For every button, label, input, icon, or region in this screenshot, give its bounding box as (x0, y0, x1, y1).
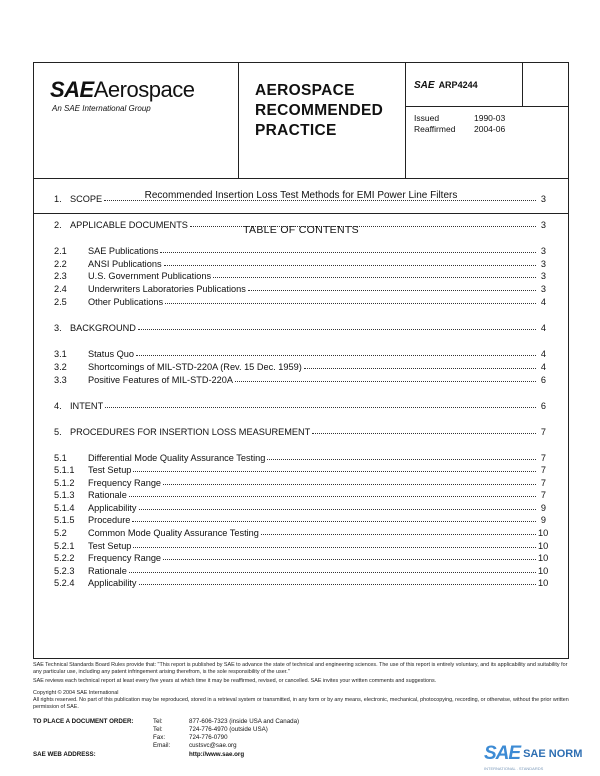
toc-page: 3 (540, 194, 546, 204)
doc-number-value: ARP4244 (438, 80, 478, 90)
toc-page: 4 (540, 297, 546, 307)
toc-number: 5.1.3 (54, 490, 75, 500)
toc-number: 5.2 (54, 528, 67, 538)
toc-entry[interactable] (54, 192, 546, 204)
header-divider-2 (405, 63, 406, 178)
toc-entry[interactable] (54, 360, 546, 372)
toc-page: 10 (538, 541, 549, 551)
document-title: Recommended Insertion Loss Test Methods for EMI Power Line Filters (144, 190, 458, 201)
order-label: TO PLACE A DOCUMENT ORDER: (33, 718, 134, 725)
toc-entry[interactable] (54, 282, 546, 294)
toc-number: 5. (54, 427, 62, 437)
toc-entry[interactable] (54, 218, 546, 230)
toc-leader-dots (267, 459, 536, 460)
doc-prefix: SAE (414, 80, 435, 91)
toc-leader-dots (261, 534, 536, 535)
toc-entry[interactable] (54, 488, 546, 500)
toc-title: ANSI Publications (88, 259, 162, 269)
toc-number: 2.2 (54, 259, 67, 269)
toc-page: 3 (540, 246, 546, 256)
toc-number: 5.1.1 (54, 465, 75, 475)
toc-leader-dots (163, 559, 536, 560)
sae-norm-subtitle: INTERNATIONAL . STANDARDS (484, 766, 544, 771)
toc-title: Applicability (88, 503, 137, 513)
toc-leader-dots (164, 265, 536, 266)
toc-leader-dots (312, 433, 536, 434)
toc-page: 7 (540, 478, 546, 488)
toc-title: PROCEDURES FOR INSERTION LOSS MEASUREMENT (70, 427, 311, 437)
toc-entry[interactable] (54, 463, 546, 475)
toc-title: Frequency Range (88, 478, 162, 488)
sae-norm-logo-icon: SAE (484, 743, 521, 764)
toc-leader-dots (138, 329, 536, 330)
toc-title: APPLICABLE DOCUMENTS (70, 220, 188, 230)
tel2-label: Tel: (153, 726, 163, 733)
issued-label: Issued (414, 113, 440, 123)
toc-leader-dots (235, 381, 536, 382)
web-link[interactable]: http://www.sae.org (189, 751, 245, 758)
document-type: AEROSPACE RECOMMENDED PRACTICE (255, 82, 384, 139)
logo-sae: SAE (50, 77, 94, 102)
toc-leader-dots (129, 572, 536, 573)
toc-entry[interactable] (54, 513, 546, 525)
toc-entry[interactable] (54, 321, 546, 333)
toc-leader-dots (139, 584, 536, 585)
logo-aerospace: Aerospace (93, 77, 195, 102)
toc-title: Test Setup (88, 541, 132, 551)
sae-norm-name: SAE NORM (523, 748, 583, 760)
toc-page: 7 (540, 427, 546, 437)
toc-leader-dots (213, 277, 536, 278)
toc-leader-dots (129, 496, 536, 497)
toc-number: 2. (54, 220, 62, 230)
toc-page: 9 (540, 503, 546, 513)
copyright: Copyright © 2004 SAE International (33, 690, 119, 696)
email-value[interactable]: custsvc@sae.org (189, 742, 237, 749)
toc-entry[interactable] (54, 373, 546, 385)
title-rule (34, 213, 568, 214)
toc-page: 10 (538, 528, 549, 538)
toc-entry[interactable] (54, 425, 546, 437)
toc-title: BACKGROUND (70, 323, 136, 333)
reaffirmed-label: Reaffirmed (414, 124, 456, 134)
toc-entry[interactable] (54, 347, 546, 359)
toc-entry[interactable] (54, 501, 546, 513)
toc-title: Shortcomings of MIL-STD-220A (Rev. 15 Dec. 1959) (88, 362, 302, 372)
toc-number: 5.1.2 (54, 478, 75, 488)
toc-leader-dots (165, 303, 536, 304)
toc-title: Frequency Range (88, 553, 162, 563)
toc-number: 5.2.3 (54, 566, 75, 576)
document-number (414, 80, 478, 91)
web-label: SAE WEB ADDRESS: (33, 751, 96, 758)
toc-title: Rationale (88, 490, 127, 500)
rights-notice: All rights reserved. No part of this publication may be reproduced, stored in a retrieval system or transmitted, in any form or by any means, electronic, mechanical, photocopying, recording, or otherwise, without the prior written permission of SAE. (33, 697, 569, 710)
sae-norm-watermark (484, 743, 582, 765)
toc-page: 6 (540, 401, 546, 411)
toc-title: Positive Features of MIL-STD-220A (88, 375, 234, 385)
toc-entry[interactable] (54, 451, 546, 463)
rules-notice: SAE Technical Standards Board Rules provide that: "This report is published by SAE to advance the state of technical and engineering sciences. The use of this report is entirely voluntary, and its applicability and suitability for any particular use, including any patent infringement arising therefrom, is the sole responsibility of the user." (33, 662, 568, 675)
toc-entry[interactable] (54, 269, 546, 281)
issued-value: 1990-03 (474, 113, 506, 123)
toc-number: 2.3 (54, 271, 67, 281)
toc-page: 4 (540, 349, 546, 359)
toc-leader-dots (104, 200, 536, 201)
date-box (414, 113, 505, 135)
reaffirmed-value: 2004-06 (474, 124, 506, 134)
toc-entry[interactable] (54, 476, 546, 488)
header-rule (34, 178, 568, 179)
toc-title: Rationale (88, 566, 127, 576)
toc-entry[interactable] (54, 244, 546, 256)
toc-number: 4. (54, 401, 62, 411)
toc-page: 4 (540, 362, 546, 372)
toc-number: 5.1 (54, 453, 67, 463)
toc-entry[interactable] (54, 526, 549, 538)
toc-number: 2.5 (54, 297, 67, 307)
toc-number: 3.2 (54, 362, 67, 372)
header-divider-3 (522, 63, 523, 106)
toc-page: 3 (540, 220, 546, 230)
toc-heading: TABLE OF CONTENTS (243, 224, 359, 236)
sae-aerospace-logo (50, 77, 194, 113)
toc-entry[interactable] (54, 399, 546, 411)
logo-subtitle: An SAE International Group (52, 104, 151, 113)
toc-entry[interactable] (54, 576, 549, 588)
toc-leader-dots (163, 484, 536, 485)
toc-page: 10 (538, 553, 549, 563)
toc-leader-dots (136, 355, 536, 356)
toc-entry[interactable] (54, 295, 546, 307)
toc-number: 5.1.5 (54, 515, 75, 525)
toc-number: 5.2.1 (54, 541, 75, 551)
toc-page: 7 (540, 465, 546, 475)
review-notice: SAE reviews each technical report at least every five years at which time it may be reaffirmed, revised, or cancelled. SAE invites your written comments and suggestions. (33, 678, 437, 684)
header-divider-1 (238, 63, 239, 178)
toc-number: 5.1.4 (54, 503, 75, 513)
toc-title: Test Setup (88, 465, 132, 475)
cover-frame (33, 62, 569, 659)
toc-leader-dots (133, 471, 536, 472)
fax-value: 724-776-0790 (189, 734, 228, 741)
toc-number: 5.2.2 (54, 553, 75, 563)
toc-page: 7 (540, 490, 546, 500)
order-info (33, 718, 299, 750)
toc-leader-dots (248, 290, 536, 291)
toc-page: 9 (540, 515, 546, 525)
web-address (33, 751, 244, 758)
toc-entry[interactable] (54, 564, 549, 576)
toc-number: 3.3 (54, 375, 67, 385)
toc-entry[interactable] (54, 539, 549, 551)
toc-title: Differential Mode Quality Assurance Testing (88, 453, 266, 463)
toc-title: Status Quo (88, 349, 134, 359)
toc-title: INTENT (70, 401, 104, 411)
toc-title: Other Publications (88, 297, 164, 307)
header-rule-docno (405, 106, 568, 107)
toc-page: 3 (540, 271, 546, 281)
tel-value: 877-606-7323 (inside USA and Canada) (189, 718, 300, 725)
toc-leader-dots (105, 407, 536, 408)
toc-title: Underwriters Laboratories Publications (88, 284, 246, 294)
toc-title: U.S. Government Publications (88, 271, 212, 281)
toc-title: SAE Publications (88, 246, 159, 256)
toc-title: SCOPE (70, 194, 103, 204)
toc-leader-dots (304, 368, 536, 369)
toc-leader-dots (133, 547, 536, 548)
toc-leader-dots (160, 252, 536, 253)
toc-page: 10 (538, 578, 549, 588)
toc-page: 4 (540, 323, 546, 333)
toc-page: 6 (540, 375, 546, 385)
email-label: Email: (153, 742, 171, 749)
toc-number: 1. (54, 194, 62, 204)
toc-leader-dots (190, 226, 536, 227)
toc-entry[interactable] (54, 551, 549, 563)
toc-title: Procedure (88, 515, 131, 525)
toc-page: 10 (538, 566, 549, 576)
tel2-value: 724-776-4970 (outside USA) (189, 726, 268, 733)
toc-title: Applicability (88, 578, 137, 588)
toc-leader-dots (139, 509, 536, 510)
toc-number: 3. (54, 323, 62, 333)
toc-number: 2.4 (54, 284, 67, 294)
tel-label: Tel: (153, 718, 163, 725)
toc-number: 5.2.4 (54, 578, 75, 588)
toc-page: 3 (540, 284, 546, 294)
toc-title: Common Mode Quality Assurance Testing (88, 528, 259, 538)
toc-number: 3.1 (54, 349, 67, 359)
toc-entry[interactable] (54, 257, 546, 269)
toc-leader-dots (132, 521, 536, 522)
toc-number: 2.1 (54, 246, 67, 256)
toc-page: 3 (540, 259, 546, 269)
toc-page: 7 (540, 453, 546, 463)
fax-label: Fax: (153, 734, 166, 741)
